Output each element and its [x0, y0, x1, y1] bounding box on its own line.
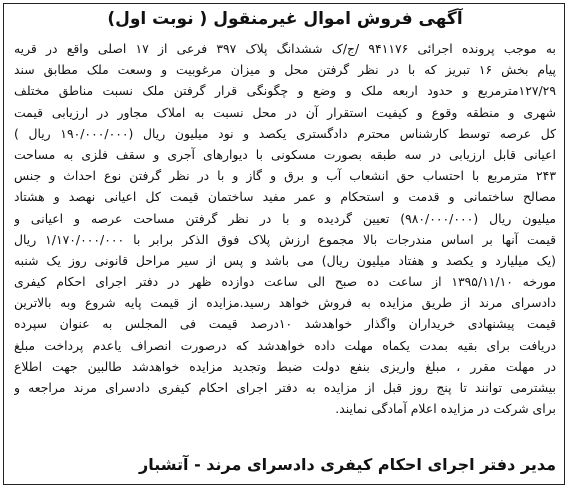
notice-body-line: در مهلت مقرر ، مبلغ واریزی بنفع دولت ضبط وتجدید مزایده خواهدشد طالبین جهت اطلاع [14, 358, 556, 374]
notice-title: آگهی فروش اموال غیرمنقول ( نوبت اول) [107, 9, 463, 29]
notice-body [14, 38, 556, 419]
notice-body-line: مورخه ۱۳۹۵/۱۱/۱۰ از ساعت ده صبح الی ساعت دوازده ظهر در دفتر اجرای احکام کیفری [14, 274, 556, 290]
notice-signature: مدیر دفتر اجرای احکام کیفری دادسرای مرند - آتشبار [139, 455, 556, 474]
notice-body-line: ۱۲۷/۲۹مترمربع و حدود اربعه ملک و وضع و چگونگی قرار گرفتن ملک نسبت مناطق مختلف [14, 83, 556, 99]
notice-body-line: میلیون ریال (۹۸۰/۰۰۰/۰۰۰) تعیین گردیده و با در نظر گرفتن مساحت عرصه و اعیانی و [14, 210, 556, 226]
notice-body-line: دریافت برای بقیه بمدت یکماه مهلت داده خواهدشد که درصورت انصراف یاعدم پرداخت مبلغ [14, 337, 556, 353]
notice-body-line: اعیانی قابل ارزیابی در سه طبقه بصورت مسکونی با دیوارهای آجری و سقف فلزی به مساحت [14, 146, 556, 162]
notice-body-line: بیشترمی توانند تا پنج روز قبل از مزایده به دفتر اجرای احکام کیفری دادسرای مرند مراجعه و [14, 380, 556, 395]
notice-body-line: دادسرای مرند از طریق مزایده به فروش خواهد رسید.مزایده از قیمت پایه شروع وبه بالاترین [14, 295, 556, 311]
notice-body-line: پیام بخش ۱۶ تبریز که با در نظر گرفتن محل و میزان مرغوبیت و وسعت ملک مطابق سند [14, 62, 556, 78]
notice-body-line: به موجب پرونده اجرائی ۹۴۱۱۷۶ /ج/ک ششدانگ پلاک ۳۹۷ فرعی از ۱۷ اصلی واقع در قریه [14, 41, 556, 56]
notice-body-line: قیمت آنها بر اساس مندرجات بالا مجموع ارزش پلاک فوق الذکر برابر با ۱/۱۷۰/۰۰۰/۰۰۰ ریال [14, 231, 556, 247]
notice-body-line: قیمت پیشنهادی خریداران واگذار خواهدشد ۱۰درصد قیمت فی المجلس به عنوان سپرده [14, 316, 556, 332]
notice-body-line: شهری و منطقه وقوع و کیفیت استقرار آن در محل نسبت به املاک مجاور در ارزیابی قیمت [14, 104, 556, 120]
notice-body-line: مصالح ساختمانی و قدمت و استحکام و عمر مفید ساختمان قیمت کل اعیانی نهصد و هشتاد [14, 189, 556, 205]
notice-body-line: ۲۴۳ مترمربع با احتساب حق انشعاب آب و برق و گاز و با در نظر گرفتن نوع احداث و جنس [14, 168, 556, 184]
notice-body-line: (یک میلیارد و یکصد و هفتاد میلیون ریال) می باشد و پس از سیر مراحل قانونی روز یک شنبه [14, 252, 556, 268]
notice-body-line: برای شرکت در مزایده اعلام آمادگی نمایند. [335, 401, 556, 417]
notice-body-line: کل عرصه توسط کارشناس محترم دادگستری یکصد و نود میلیون ریال (۱۹۰/۰۰۰/۰۰۰ ریال ) [14, 125, 556, 141]
